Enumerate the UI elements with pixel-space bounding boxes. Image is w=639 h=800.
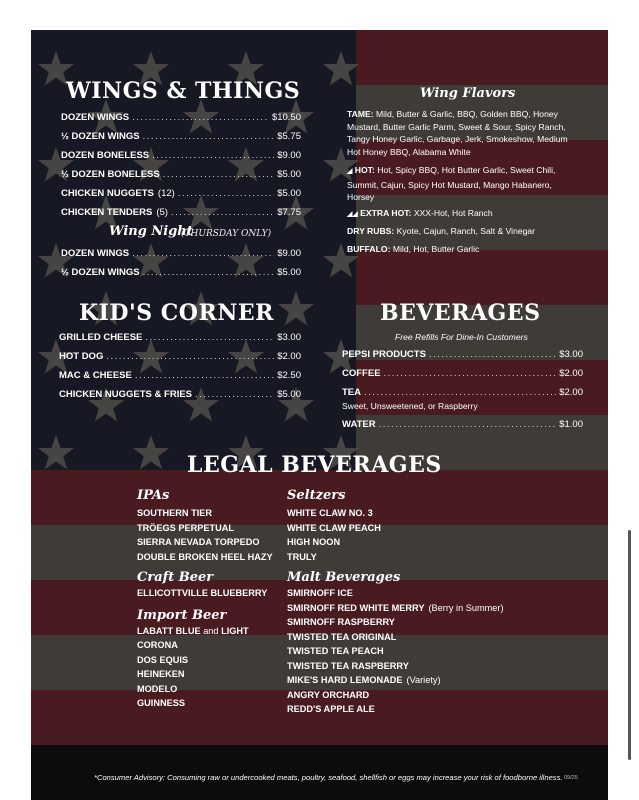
menu-item-row xyxy=(61,169,301,180)
leader-dots xyxy=(132,248,274,259)
item-price: $2.50 xyxy=(277,370,301,381)
item-price: $10.50 xyxy=(271,112,301,123)
item-name: DOZEN WINGS xyxy=(61,248,130,259)
import-labatt-and: and xyxy=(203,626,219,636)
menu-item-row xyxy=(59,332,301,343)
wing-night-note: (THURSDAY ONLY) xyxy=(181,229,272,239)
flavor-hot-text: Hot, Spicy BBQ, Hot Butter Garlic, Sweet Chili, Summit, Cajun, Spicy Hot Mustard, Mango Habanero, Horsey xyxy=(347,165,556,203)
menu-page xyxy=(31,30,608,800)
flavor-dry-rubs-text: Kyote, Cajun, Ranch, Salt & Vinegar xyxy=(396,226,536,236)
menu-item-row xyxy=(342,387,583,398)
beverages-subtitle: Free Refills For Dine-In Customers xyxy=(395,332,528,342)
leader-dots xyxy=(163,169,275,180)
item-price: $2.00 xyxy=(277,351,301,362)
flavor-buffalo-text: Mild, Hot, Butter Garlic xyxy=(392,244,480,254)
drink-name: TWISTED TEA RASPBERRY xyxy=(287,660,409,671)
menu-code: 09/25 xyxy=(564,775,578,781)
drink-item xyxy=(287,661,409,671)
wings-title: WINGS & THINGS xyxy=(66,78,301,104)
flavor-dry-rubs-label: DRY RUBS: xyxy=(347,226,395,236)
malt-title: Malt Beverages xyxy=(287,570,401,585)
menu-item-row xyxy=(61,112,301,123)
drink-item xyxy=(137,537,260,547)
item-name: CHICKEN NUGGETS xyxy=(61,188,154,199)
leader-dots xyxy=(429,349,556,360)
flavor-buffalo-label: BUFFALO: xyxy=(347,244,391,254)
item-price: $3.00 xyxy=(559,349,583,360)
drink-item xyxy=(287,508,373,518)
menu-item-row xyxy=(61,248,301,259)
item-name: COFFEE xyxy=(342,368,381,379)
drink-item xyxy=(287,690,369,700)
leader-dots xyxy=(384,368,557,379)
import-labatt xyxy=(137,626,249,636)
item-name: ½ DOZEN BONELESS xyxy=(61,169,160,180)
footer xyxy=(31,745,608,800)
drink-name: DOUBLE BROKEN HEEL HAZY xyxy=(137,551,273,562)
drink-item xyxy=(137,640,178,650)
wing-night-title: Wing Night xyxy=(109,224,193,239)
drink-name: ANGRY ORCHARD xyxy=(287,689,370,700)
page-scrollbar[interactable] xyxy=(628,530,631,760)
flavor-buffalo xyxy=(347,243,587,256)
item-name: ½ DOZEN WINGS xyxy=(61,267,140,278)
consumer-advisory: *Consumer Advisory: Consuming raw or undercooked meats, poultry, seafood, shellfish or eggs may increase your risk of foodborne illness. xyxy=(94,773,563,782)
leader-dots xyxy=(379,419,557,430)
import-title: Import Beer xyxy=(137,608,227,623)
drink-item xyxy=(137,669,184,679)
flavor-tame-text: Mild, Butter & Garlic, BBQ, Golden BBQ, Honey Mustard, Butter Garlic Parm, Sweet & Sour, Spicy Ranch, Tangy Honey Garlic, Garbage, Jerk, Smokeshow, Medium Hot Honey BBQ, Alabama White xyxy=(347,109,568,157)
item-name: MAC & CHEESE xyxy=(59,370,132,381)
import-labatt-name: LABATT BLUE xyxy=(137,626,201,636)
menu-item-row xyxy=(59,351,301,362)
drink-item xyxy=(137,523,234,533)
item-price: $5.75 xyxy=(277,131,301,142)
drink-item xyxy=(287,646,384,656)
flavor-tame xyxy=(347,108,577,158)
item-price: $1.00 xyxy=(559,419,583,430)
flavors-title: Wing Flavors xyxy=(420,86,516,101)
drink-name: SMIRNOFF RASPBERRY xyxy=(287,617,395,627)
drink-name: TRULY xyxy=(287,551,317,562)
menu-item-row xyxy=(61,267,301,278)
drink-name: TRÖEGS PERPETUAL xyxy=(137,522,234,533)
leader-dots xyxy=(195,389,274,400)
drink-name: HIGH NOON xyxy=(287,537,341,547)
leader-dots xyxy=(152,150,274,161)
leader-dots xyxy=(106,351,274,362)
ipas-title: IPAs xyxy=(137,488,170,503)
leader-dots xyxy=(143,131,275,142)
menu-item-row xyxy=(61,150,301,161)
item-name: PEPSI PRODUCTS xyxy=(342,349,426,360)
drink-item xyxy=(137,588,267,598)
import-labatt-light: LIGHT xyxy=(221,626,249,636)
flavor-extra-hot-text: XXX-Hot, Hot Ranch xyxy=(413,208,493,218)
drink-name: DOS EQUIS xyxy=(137,654,189,665)
drink-item xyxy=(137,655,188,665)
item-count: (12) xyxy=(157,188,175,199)
drink-note: (Variety) xyxy=(406,675,441,685)
item-price: $5.00 xyxy=(277,188,301,199)
item-price: $2.00 xyxy=(559,368,583,379)
drink-name: GUINNESS xyxy=(137,698,185,708)
drink-item xyxy=(137,508,212,518)
flavor-extra-hot xyxy=(347,207,587,222)
drink-item xyxy=(137,552,273,562)
drink-item xyxy=(287,552,317,562)
drink-note: (Berry in Summer) xyxy=(428,602,504,613)
item-price: $9.00 xyxy=(277,150,301,161)
item-name: ½ DOZEN WINGS xyxy=(61,131,140,142)
drink-name: TWISTED TEA ORIGINAL xyxy=(287,631,397,642)
menu-item-row xyxy=(342,368,583,379)
menu-item-row xyxy=(61,131,301,142)
drink-name: WHITE CLAW PEACH xyxy=(287,522,381,533)
drink-name: SOUTHERN TIER xyxy=(137,508,213,518)
item-price: $5.00 xyxy=(277,267,301,278)
leader-dots xyxy=(145,332,274,343)
item-name: HOT DOG xyxy=(59,351,104,362)
drink-name: ELLICOTTVILLE BLUEBERRY xyxy=(137,588,268,598)
drink-item xyxy=(287,617,395,627)
item-price: $5.00 xyxy=(277,389,301,400)
item-price: $5.00 xyxy=(277,169,301,180)
menu-item-row xyxy=(59,370,301,381)
drink-name: TWISTED TEA PEACH xyxy=(287,646,384,656)
item-name: WATER xyxy=(342,419,376,430)
flavor-tame-label: TAME: xyxy=(347,109,374,119)
leader-dots xyxy=(135,370,274,381)
tea-note: Sweet, Unsweetened, or Raspberry xyxy=(342,401,478,411)
pepper-icon: ◢ xyxy=(347,168,353,175)
kids-title: KID'S CORNER xyxy=(79,300,274,326)
item-name: CHICKEN TENDERS xyxy=(61,207,153,218)
drink-item xyxy=(287,603,504,613)
flavor-extra-hot-label: EXTRA HOT: xyxy=(360,208,412,218)
drink-name: HEINEKEN xyxy=(137,669,185,679)
legal-title: LEGAL BEVERAGES xyxy=(187,452,442,478)
drink-item xyxy=(137,684,177,694)
drink-item xyxy=(287,588,353,598)
leader-dots xyxy=(143,267,275,278)
item-name: TEA xyxy=(342,387,361,398)
drink-item xyxy=(287,675,441,685)
item-price: $9.00 xyxy=(277,248,301,259)
craft-title: Craft Beer xyxy=(137,570,214,585)
menu-item-row xyxy=(61,188,301,199)
drink-name: SIERRA NEVADA TORPEDO xyxy=(137,537,260,547)
leader-dots xyxy=(171,207,274,218)
drink-name: SMIRNOFF RED WHITE MERRY xyxy=(287,602,425,613)
item-price: $3.00 xyxy=(277,332,301,343)
item-price: $7.75 xyxy=(277,207,301,218)
drink-item xyxy=(287,537,340,547)
leader-dots xyxy=(132,112,269,123)
item-name: GRILLED CHEESE xyxy=(59,332,143,343)
item-name: DOZEN WINGS xyxy=(61,112,130,123)
drink-name: WHITE CLAW NO. 3 xyxy=(287,508,373,518)
leader-dots xyxy=(364,387,556,398)
item-name: DOZEN BONELESS xyxy=(61,150,150,161)
flavor-hot xyxy=(347,164,577,204)
double-pepper-icon: ◢◢ xyxy=(347,211,358,218)
item-name: CHICKEN NUGGETS & FRIES xyxy=(59,389,193,400)
drink-name: MODELO xyxy=(137,683,178,694)
drink-name: CORONA xyxy=(137,640,178,650)
drink-name: MIKE'S HARD LEMONADE xyxy=(287,675,403,685)
menu-item-row xyxy=(342,419,583,430)
drink-item xyxy=(287,704,375,714)
drink-item xyxy=(137,698,185,708)
menu-item-row xyxy=(59,389,301,400)
beverages-title: BEVERAGES xyxy=(380,300,541,326)
drink-name: REDD'S APPLE ALE xyxy=(287,704,375,714)
menu-item-row xyxy=(61,207,301,218)
drink-name: SMIRNOFF ICE xyxy=(287,588,353,598)
seltzers-title: Seltzers xyxy=(287,488,346,503)
leader-dots xyxy=(178,188,274,199)
drink-item xyxy=(287,632,396,642)
drink-item xyxy=(287,523,381,533)
item-price: $2.00 xyxy=(559,387,583,398)
menu-item-row xyxy=(342,349,583,360)
flavor-hot-label: HOT: xyxy=(354,165,375,175)
flavor-dry-rubs xyxy=(347,225,587,238)
item-count: (5) xyxy=(156,207,168,218)
